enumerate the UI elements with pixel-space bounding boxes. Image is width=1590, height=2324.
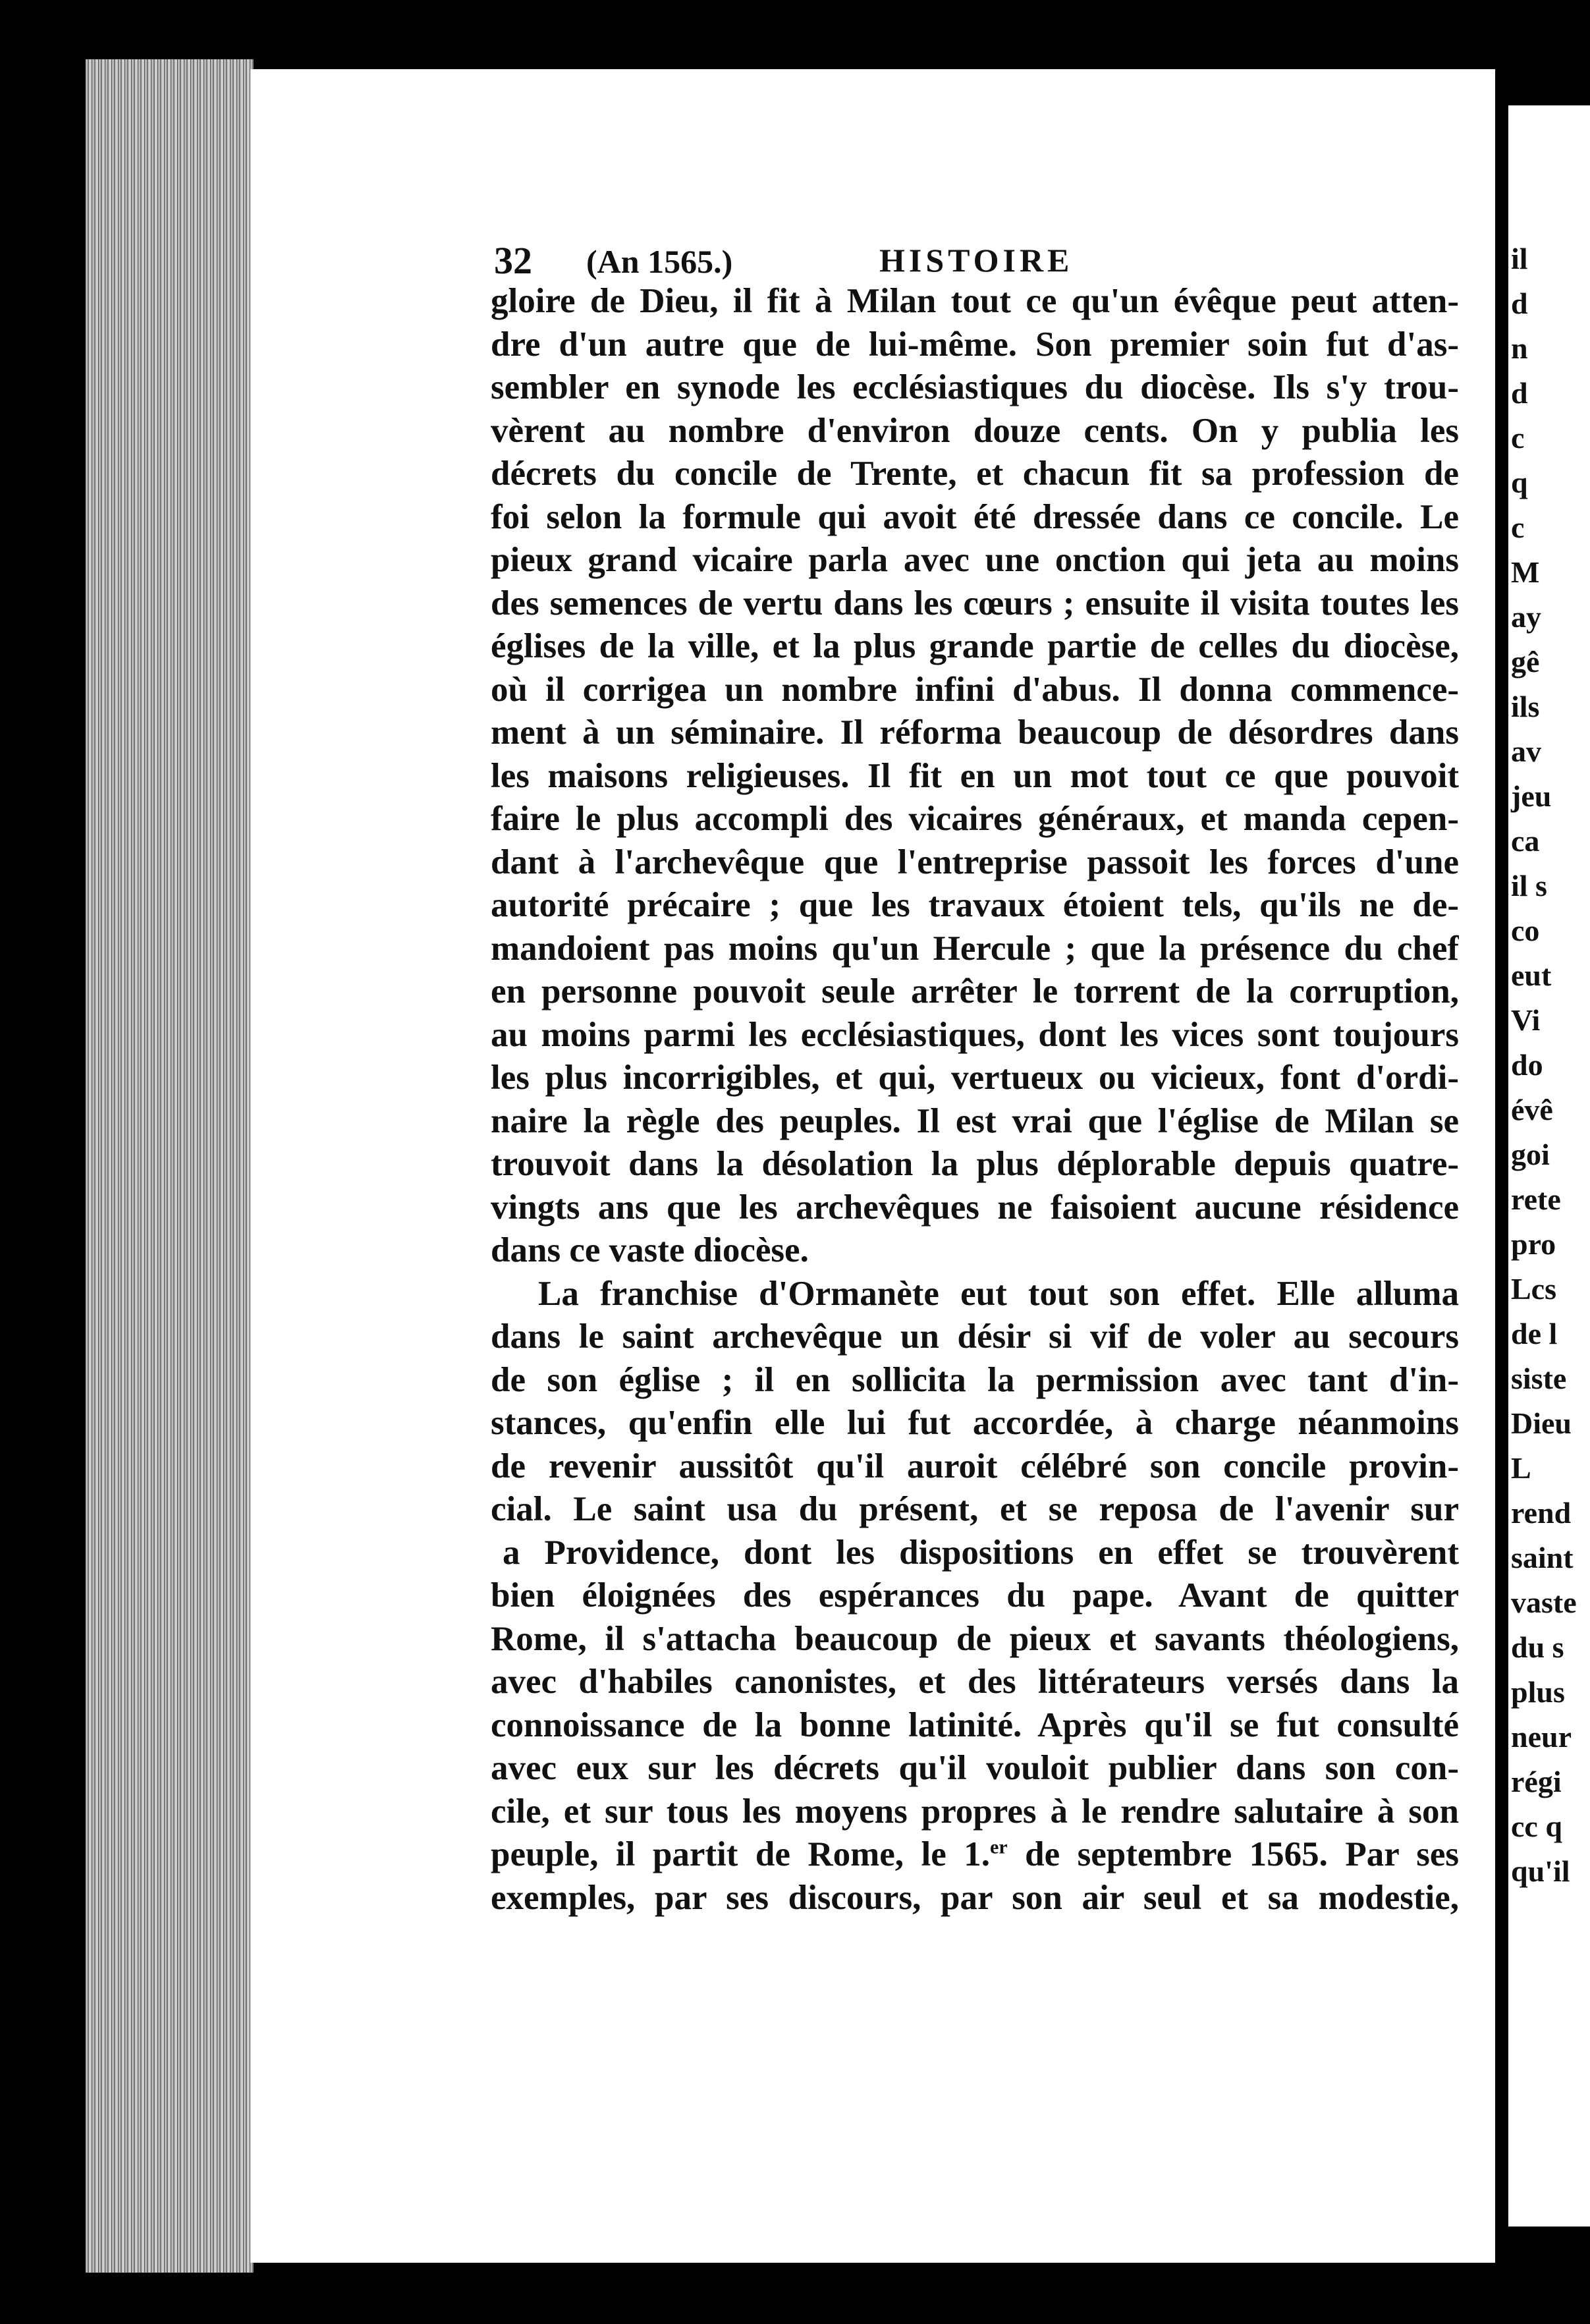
- page-number: 32: [494, 239, 532, 282]
- text-line: cile, et sur tous les moyens propres à le rendre salutaire à son: [491, 1792, 1459, 1831]
- facing-page-text-fragment: siste: [1511, 1362, 1567, 1395]
- text-line-end: de septembre 1565. Par ses: [1007, 1835, 1459, 1873]
- facing-page-text-fragment: L: [1511, 1451, 1531, 1485]
- facing-page-text-fragment: q: [1511, 466, 1528, 499]
- text-line: vèrent au nombre d'environ douze cents. On y publia les: [491, 411, 1459, 450]
- facing-page-text-fragment: régi: [1511, 1765, 1562, 1798]
- facing-page-text-fragment: d: [1511, 287, 1528, 320]
- text-line-start: peuple, il partit de Rome, le 1.: [491, 1835, 990, 1873]
- facing-page-text-fragment: c: [1511, 421, 1525, 455]
- running-head: [494, 238, 1462, 285]
- facing-page-text-fragment: cc q: [1511, 1810, 1562, 1843]
- text-line: gloire de Dieu, il fit à Milan tout ce qu'un évêque peut atten-: [491, 282, 1459, 320]
- facing-page-text-fragment: plus: [1511, 1675, 1565, 1709]
- facing-page-text-fragment: il: [1511, 242, 1528, 275]
- facing-page-text-fragment: M: [1511, 555, 1540, 589]
- facing-page-text-fragment: rend: [1511, 1496, 1572, 1530]
- facing-page-text-fragment: du s: [1511, 1630, 1564, 1664]
- facing-page-text-fragment: ay: [1511, 600, 1541, 634]
- text-line: au moins parmi les ecclésiastiques, dont les vices sont toujours: [491, 1015, 1459, 1054]
- text-line: La franchise d'Ormanète eut tout son effet. Elle alluma: [538, 1274, 1459, 1313]
- facing-page-text-fragment: co: [1511, 914, 1540, 947]
- text-line: Rome, il s'attacha beaucoup de pieux et savants théologiens,: [491, 1619, 1459, 1658]
- text-line: où il corrigea un nombre infini d'abus. Il donna commence-: [491, 670, 1459, 709]
- text-line: pieux grand vicaire parla avec une onction qui jeta au moins: [491, 541, 1459, 579]
- ordinal-superscript: er: [990, 1836, 1008, 1858]
- facing-page-text-fragment: neur: [1511, 1720, 1572, 1754]
- facing-page-text-fragment: ca: [1511, 824, 1540, 858]
- text-line: faire le plus accompli des vicaires généraux, et manda cepen-: [491, 800, 1459, 838]
- facing-page-text-fragment: n: [1511, 331, 1528, 365]
- text-line: dre d'un autre que de lui-même. Son premier soin fut d'as-: [491, 325, 1459, 364]
- text-line: foi selon la formule qui avoit été dressée dans ce concile. Le: [491, 497, 1459, 536]
- text-line: mandoient pas moins qu'un Hercule ; que la présence du chef: [491, 929, 1459, 968]
- text-line: églises de la ville, et la plus grande partie de celles du diocèse,: [491, 627, 1459, 665]
- text-line: de son église ; il en sollicita la permission avec tant d'in-: [491, 1360, 1459, 1399]
- text-line: ment à un séminaire. Il réforma beaucoup de désordres dans: [491, 713, 1459, 752]
- facing-page-text-fragment: ils: [1511, 690, 1540, 723]
- text-line: décrets du concile de Trente, et chacun fit sa profession de: [491, 455, 1459, 493]
- facing-page-text-fragment: eut: [1511, 958, 1552, 992]
- facing-page-text-fragment: Vi: [1511, 1003, 1541, 1037]
- text-line: des semences de vertu dans les cœurs ; ensuite il visita toutes les: [491, 584, 1459, 622]
- running-head-year: (An 1565.): [586, 243, 733, 280]
- facing-page-text-fragment: do: [1511, 1048, 1543, 1082]
- facing-page-text-fragment: saint: [1511, 1541, 1574, 1574]
- facing-page-text-fragment: Lcs: [1511, 1272, 1556, 1306]
- text-line: connoissance de la bonne latinité. Après qu'il se fut consulté: [491, 1705, 1459, 1744]
- facing-page-text-fragment: qu'il: [1511, 1854, 1570, 1888]
- facing-page-text-fragment: de l: [1511, 1317, 1558, 1350]
- text-line: autorité précaire ; que les travaux étoient tels, qu'ils ne de-: [491, 886, 1459, 924]
- text-line: sembler en synode les ecclésiastiques du diocèse. Ils s'y trou-: [491, 368, 1459, 406]
- facing-page-text-fragment: il s: [1511, 869, 1547, 902]
- facing-page-text-fragment: rete: [1511, 1182, 1561, 1216]
- text-line: dant à l'archevêque que l'entreprise passoit les forces d'une: [491, 843, 1459, 881]
- text-line: [491, 1833, 1459, 1877]
- text-line: les plus incorrigibles, et qui, vertueux ou vicieux, font d'ordi-: [491, 1059, 1459, 1097]
- facing-page-text-fragment: d: [1511, 376, 1528, 410]
- facing-page-text-fragment: c: [1511, 511, 1525, 544]
- text-line: de revenir aussitôt qu'il auroit célébré son concile provin-: [491, 1447, 1459, 1485]
- text-line: stances, qu'enfin elle lui fut accordée, à charge néanmoins: [491, 1404, 1459, 1442]
- text-line: vingts ans que les archevêques ne faisoient aucune résidence: [491, 1188, 1459, 1227]
- text-line: bien éloignées des espérances du pape. Avant de quitter: [491, 1576, 1459, 1615]
- text-line: en personne pouvoit seule arrêter le torrent de la corruption,: [491, 972, 1459, 1010]
- running-head-title: HISTOIRE: [879, 242, 1074, 279]
- text-line: dans le saint archevêque un désir si vif de voler au secours: [491, 1317, 1459, 1356]
- facing-page-text-fragment: évê: [1511, 1093, 1553, 1126]
- text-line: avec eux sur les décrets qu'il vouloit publier dans son con-: [491, 1749, 1459, 1787]
- text-line: cial. Le saint usa du présent, et se reposa de l'avenir sur: [491, 1490, 1459, 1528]
- text-line: a Providence, dont les dispositions en effet se trouvèrent: [503, 1533, 1459, 1572]
- facing-page-text-fragment: Dieu: [1511, 1406, 1572, 1440]
- page-edges-left: [86, 59, 254, 2273]
- body-text: [491, 280, 1459, 1920]
- facing-page-text-fragment: av: [1511, 734, 1541, 768]
- facing-page-text-fragment: vaste: [1511, 1586, 1577, 1619]
- facing-page-text-fragment: gê: [1511, 645, 1540, 678]
- text-line: exemples, par ses discours, par son air seul et sa modestie,: [491, 1878, 1459, 1917]
- text-line: trouvoit dans la désolation la plus déplorable depuis quatre-: [491, 1145, 1459, 1183]
- facing-page-text-fragment: pro: [1511, 1227, 1556, 1261]
- facing-page-fragment: [1508, 105, 1590, 2227]
- facing-page-text-fragment: jeu: [1511, 779, 1552, 813]
- text-line: les maisons religieuses. Il fit en un mot tout ce que pouvoit: [491, 756, 1459, 795]
- text-line: avec d'habiles canonistes, et des littérateurs versés dans la: [491, 1663, 1459, 1701]
- text-line: dans ce vaste diocèse.: [491, 1231, 809, 1269]
- facing-page-text-fragment: goi: [1511, 1138, 1550, 1171]
- text-line: naire la règle des peuples. Il est vrai que l'église de Milan se: [491, 1101, 1459, 1140]
